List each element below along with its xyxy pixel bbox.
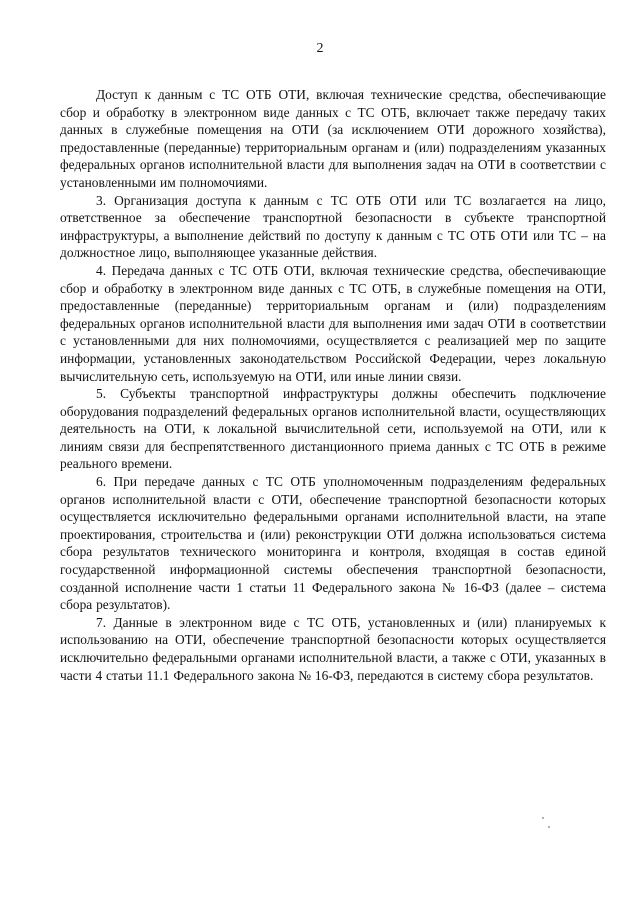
paragraph-5: 5. Субъекты транспортной инфраструктуры должны обеспечить подключение оборудования подразделений федеральных органов исполнительной власти, осуществляющих деятельность на ОТИ, к локальной вычислительной сети, используемой на ОТИ, или к линиям связи для беспрепятственного дистанционного приема данных с ТС ОТБ в режиме реального времени. [60, 386, 606, 472]
page-number: 2 [316, 41, 324, 56]
document-body [60, 86, 606, 684]
paragraph-4: 4. Передача данных с ТС ОТБ ОТИ, включая технические средства, обеспечивающие сбор и обработку в электронном виде данных с ТС ОТБ, в служебные помещения на ОТИ, предоставленные (переданные) территориальным органам и (или) подразделениям федеральных органов исполнительной власти для выполнения ими задач ОТИ в соответствии с установленными для них полномочиями, осуществляется с реализацией мер по защите информации, установленных законодательством Российской Федерации, через локальную вычислительную сеть, используемую на ОТИ, или иные линии связи. [60, 262, 606, 384]
paragraph-access-data: Доступ к данным с ТС ОТБ ОТИ, включая технические средства, обеспечивающие сбор и обработку в электронном виде данных с ТС ОТБ, включает также передачу таких данных в служебные помещения на ОТИ (за исключением ОТИ дорожного хозяйства), предоставленные (переданные) территориальным органам и (или) подразделениям указанных федеральных органов исполнительной власти для выполнения задач на ОТИ в соответствии с установленными им полномочиями. [60, 87, 606, 190]
paragraph-3: 3. Организация доступа к данным с ТС ОТБ ОТИ или ТС возлагается на лицо, ответственное за обеспечение транспортной безопасности в субъекте транспортной инфраструктуры, а выполнение действий по доступу к данным с ТС ОТБ ОТИ или ТС – на должностное лицо, выполняющее указанные действия. [60, 192, 606, 261]
scan-speck [542, 817, 544, 819]
paragraph-6: 6. При передаче данных с ТС ОТБ уполномоченным подразделениям федеральных органов исполнительной власти с ОТИ, обеспечение транспортной безопасности которых осуществляется исключительно федеральными органами исполнительной власти, на этапе проектирования, строительства и (или) реконструкции ОТИ должна использоваться система сбора результатов технического мониторинга и контроля, входящая в состав единой государственной информационной системы обеспечения транспортной безопасности, созданной исполнение части 1 статьи 11 Федерального закона № 16-ФЗ (далее – система сбора результатов). [60, 474, 606, 613]
paragraph-7: 7. Данные в электронном виде с ТС ОТБ, установленных и (или) планируемых к использованию на ОТИ, обеспечение транспортной безопасности которых осуществляется исключительно федеральными органами исполнительной власти, а также с ОТИ, указанных в части 4 статьи 11.1 Федерального закона № 16-ФЗ, передаются в систему сбора результатов. [60, 614, 606, 683]
scan-speck [548, 826, 550, 828]
